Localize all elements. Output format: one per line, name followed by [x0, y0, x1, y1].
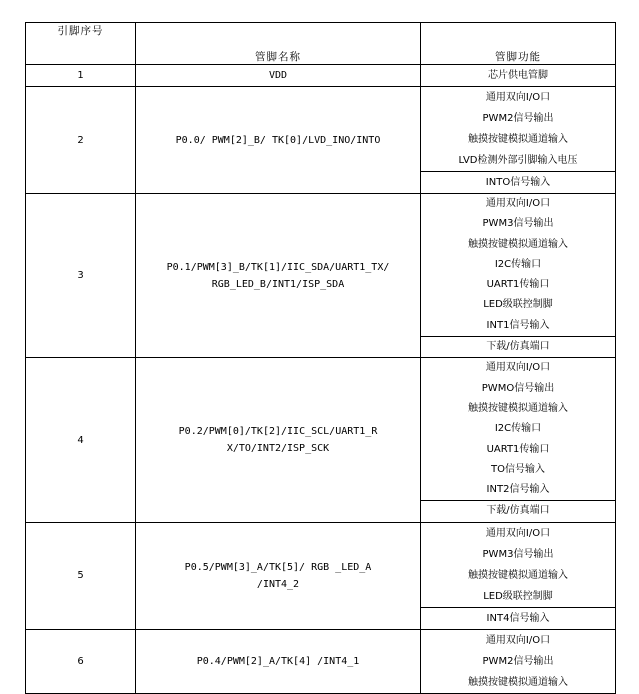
pin-name-line: X/TO/INT2/ISP_SCK: [226, 443, 330, 455]
function-item: INT1信号输入: [486, 319, 550, 331]
table-row: [26, 194, 616, 358]
pin-number: 2: [26, 87, 136, 194]
pin-functions: [421, 65, 616, 87]
pin-name: [136, 87, 421, 194]
function-item: 芯片供电管脚: [488, 70, 548, 81]
pin-number: 1: [26, 65, 136, 87]
function-item: PWM3信号输出: [482, 218, 554, 230]
pin-name: [136, 358, 421, 522]
pin-number: 5: [26, 522, 136, 629]
function-item: PWM2信号输出: [482, 113, 554, 124]
header-pin-number: 引脚序号: [26, 23, 136, 65]
function-item: 下载/仿真端口: [421, 336, 615, 357]
pin-name-line: P0.5/PWM[3]_A/TK[5]/ RGB _LED_A: [184, 561, 372, 573]
function-item: I2C传输口: [494, 258, 542, 270]
function-item: PWM3信号输出: [482, 548, 554, 560]
function-item: 通用双向I/O口: [485, 527, 551, 539]
pin-name-line: P0.1/PWM[3]_B/TK[1]/IIC_SDA/UART1_TX/: [166, 261, 390, 273]
pin-name: [136, 522, 421, 629]
pin-name: [136, 629, 421, 693]
function-item: 通用双向I/O口: [485, 92, 551, 103]
function-item: 下载/仿真端口: [421, 500, 615, 521]
pin-name-line: P0.4/PWM[2]_A/TK[4] /INT4_1: [196, 655, 360, 667]
pin-name-line: P0.0/ PWM[2]_B/ TK[0]/LVD_INO/INTO: [175, 134, 381, 146]
function-item: 触摸按键模拟通道输入: [468, 402, 568, 414]
function-item: LED级联控制脚: [483, 299, 553, 311]
function-item: UART1传输口: [486, 279, 550, 291]
table-header-row: [26, 23, 616, 65]
function-item: PWMO信号输出: [481, 382, 555, 394]
header-pin-function: 管脚功能: [421, 23, 616, 65]
function-item: I2C传输口: [494, 423, 542, 435]
pin-number: 4: [26, 358, 136, 522]
pin-functions: [421, 87, 616, 194]
table-row: [26, 629, 616, 693]
function-item: 通用双向I/O口: [485, 362, 551, 374]
pin-name: [136, 194, 421, 358]
pin-table: [25, 22, 616, 694]
function-item: 触摸按键模拟通道输入: [468, 134, 568, 145]
pin-name-line: /INT4_2: [256, 578, 300, 590]
table-row: [26, 358, 616, 522]
pin-name-line: P0.2/PWM[0]/TK[2]/IIC_SCL/UART1_R: [178, 426, 378, 438]
pin-name-line: RGB_LED_B/INT1/ISP_SDA: [211, 278, 345, 290]
function-item: INT2信号输入: [486, 484, 550, 496]
function-item: TO信号输入: [491, 463, 545, 475]
pin-name-line: VDD: [268, 70, 288, 81]
function-item: 触摸按键模拟通道输入: [468, 569, 568, 581]
function-item: LED级联控制脚: [483, 590, 553, 602]
pin-number: 3: [26, 194, 136, 358]
pin-functions: [421, 522, 616, 629]
pin-number: 6: [26, 629, 136, 693]
table-row: [26, 65, 616, 87]
function-item: PWM2信号输出: [482, 655, 554, 667]
pin-functions: [421, 358, 616, 522]
header-pin-name: 管脚名称: [136, 23, 421, 65]
function-item: 触摸按键模拟通道输入: [468, 676, 568, 688]
function-item: INTO信号输入: [421, 171, 615, 193]
table-row: [26, 522, 616, 629]
function-item: 通用双向I/O口: [485, 198, 551, 209]
function-item: INT4信号输入: [421, 607, 615, 629]
pin-functions: [421, 629, 616, 693]
pin-functions: [421, 194, 616, 358]
pin-name: [136, 65, 421, 87]
table-row: [26, 87, 616, 194]
function-item: UART1传输口: [486, 443, 550, 455]
function-item: LVD检测外部引脚输入电压: [458, 155, 578, 166]
function-item: 通用双向I/O口: [485, 634, 551, 646]
function-item: 触摸按键模拟通道输入: [468, 238, 568, 250]
